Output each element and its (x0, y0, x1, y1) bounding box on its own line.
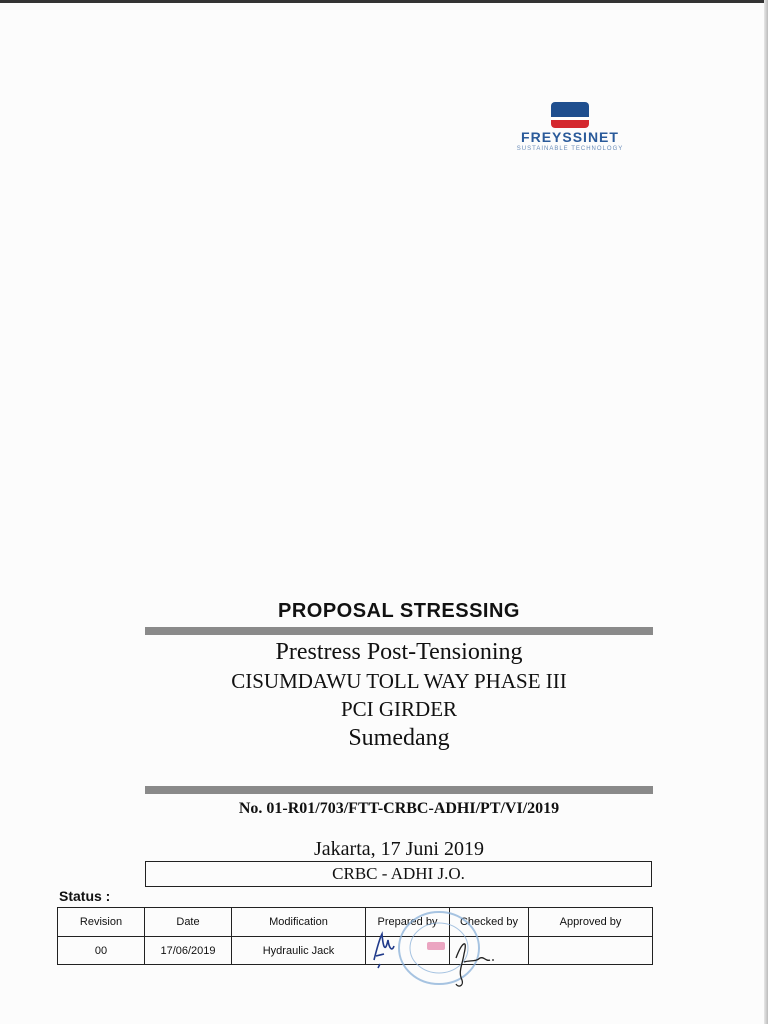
logo-mark-icon (551, 102, 589, 128)
status-label: Status : (59, 888, 111, 904)
logo-name: FREYSSINET (521, 129, 619, 145)
client-box: CRBC - ADHI J.O. (145, 861, 652, 887)
page-right-edge (764, 0, 768, 1024)
document-number: No. 01-R01/703/FTT-CRBC-ADHI/PT/VI/2019 (238, 800, 560, 817)
column-header: Date (145, 908, 232, 937)
column-header: Prepared by (366, 908, 450, 937)
prepared-by-cell (366, 937, 450, 965)
column-header: Revision (58, 908, 145, 937)
title-line-1: Prestress Post-Tensioning (275, 639, 523, 665)
column-header: Checked by (450, 908, 529, 937)
date-cell: 17/06/2019 (145, 937, 232, 965)
column-header: Approved by (529, 908, 653, 937)
checked-by-cell (450, 937, 529, 965)
modification-cell: Hydraulic Jack (232, 937, 366, 965)
document-kind: PROPOSAL STRESSING (277, 600, 520, 622)
freyssinet-logo (500, 100, 640, 160)
revision-cell: 00 (58, 937, 145, 965)
place-date: Jakarta, 17 Juni 2019 (314, 838, 484, 860)
title-line-3: PCI GIRDER (340, 697, 458, 721)
logo-tagline: SUSTAINABLE TECHNOLOGY (516, 146, 624, 152)
divider-bar (145, 627, 653, 635)
title-line-2: CISUMDAWU TOLL WAY PHASE III (231, 669, 567, 693)
title-line-4: Sumedang (348, 725, 450, 751)
divider-bar (145, 786, 653, 794)
table-header-row (58, 908, 653, 937)
column-header: Modification (232, 908, 366, 937)
table-row (58, 937, 653, 965)
revision-table (57, 907, 653, 965)
approved-by-cell (529, 937, 653, 965)
page-top-edge (0, 0, 768, 3)
